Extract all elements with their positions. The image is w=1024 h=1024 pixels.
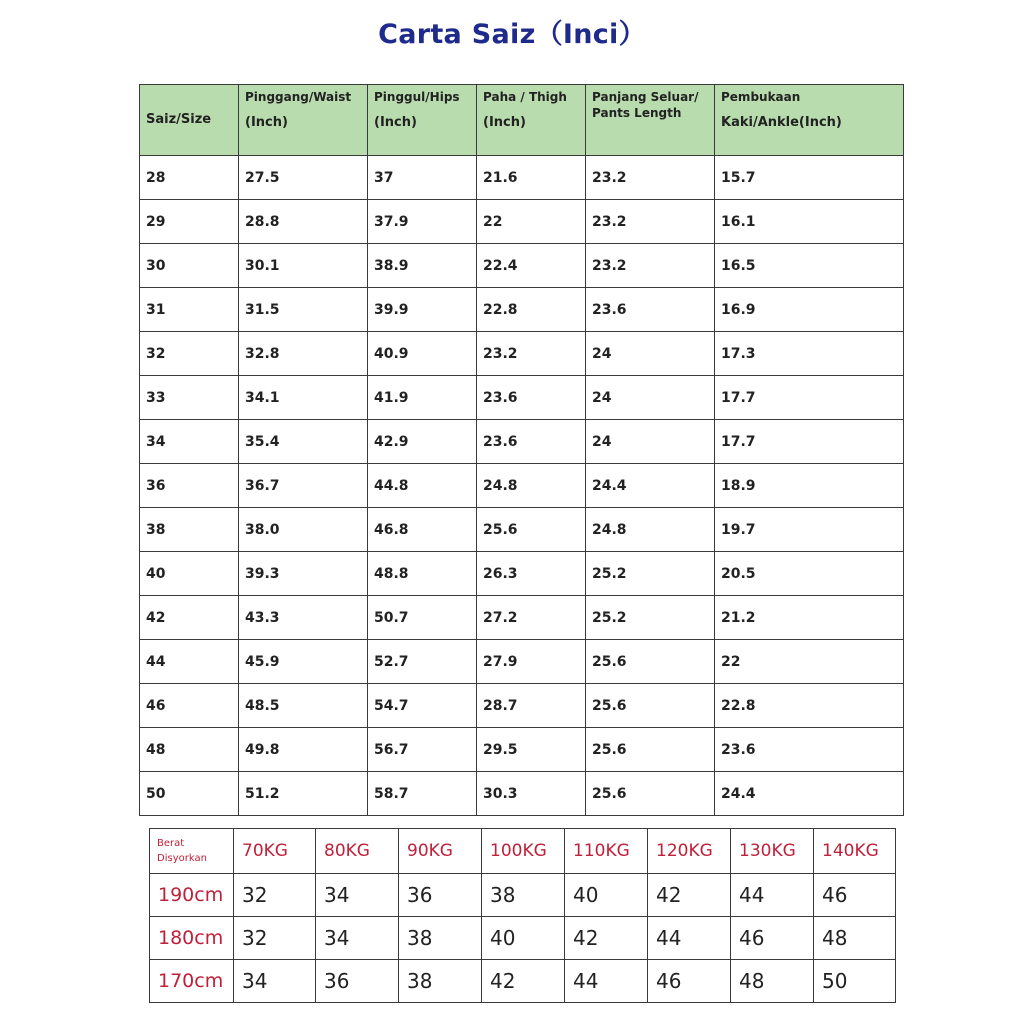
recommended-weight-label: Berat Disyorkan — [150, 829, 234, 874]
page-title: Carta Saiz（Inci） — [378, 19, 646, 50]
cell-hips: 40.9 — [368, 332, 477, 376]
cell-thigh: 28.7 — [477, 684, 586, 728]
cell-size: 42 — [140, 596, 239, 640]
cell-pants-length: 23.6 — [586, 288, 715, 332]
cell-ankle: 23.6 — [715, 728, 904, 772]
recommended-size-cell: 44 — [648, 917, 731, 960]
table-row — [140, 640, 904, 684]
recommended-size-cell: 36 — [399, 874, 482, 917]
weight-header: 120KG — [648, 829, 731, 874]
recommended-size-cell: 50 — [814, 960, 896, 1003]
cell-thigh: 22 — [477, 200, 586, 244]
cell-ankle: 22.8 — [715, 684, 904, 728]
cell-pants-length: 25.6 — [586, 772, 715, 816]
height-label: 190cm — [150, 874, 234, 917]
recommended-size-cell: 38 — [399, 960, 482, 1003]
weight-header: 140KG — [814, 829, 896, 874]
weight-chart-table — [149, 828, 896, 1003]
cell-hips: 50.7 — [368, 596, 477, 640]
table-row — [140, 464, 904, 508]
cell-ankle: 16.5 — [715, 244, 904, 288]
cell-ankle: 24.4 — [715, 772, 904, 816]
cell-hips: 37.9 — [368, 200, 477, 244]
cell-waist: 51.2 — [239, 772, 368, 816]
cell-size: 40 — [140, 552, 239, 596]
cell-size: 46 — [140, 684, 239, 728]
cell-thigh: 21.6 — [477, 156, 586, 200]
cell-size: 31 — [140, 288, 239, 332]
cell-waist: 45.9 — [239, 640, 368, 684]
weight-chart-body — [150, 874, 896, 1003]
cell-thigh: 23.6 — [477, 376, 586, 420]
table-row — [140, 156, 904, 200]
cell-size: 34 — [140, 420, 239, 464]
recommended-size-cell: 42 — [565, 917, 648, 960]
recommended-size-cell: 38 — [399, 917, 482, 960]
cell-size: 48 — [140, 728, 239, 772]
cell-ankle: 17.3 — [715, 332, 904, 376]
cell-pants-length: 25.6 — [586, 684, 715, 728]
cell-pants-length: 25.2 — [586, 552, 715, 596]
cell-ankle: 16.9 — [715, 288, 904, 332]
cell-waist: 49.8 — [239, 728, 368, 772]
cell-waist: 36.7 — [239, 464, 368, 508]
cell-waist: 34.1 — [239, 376, 368, 420]
cell-hips: 42.9 — [368, 420, 477, 464]
table-row — [150, 960, 896, 1003]
recommended-size-cell: 34 — [316, 917, 399, 960]
cell-size: 44 — [140, 640, 239, 684]
recommended-size-cell: 42 — [482, 960, 565, 1003]
cell-ankle: 21.2 — [715, 596, 904, 640]
table-row — [150, 874, 896, 917]
header-hips: Pinggul/Hips (Inch) — [368, 85, 477, 156]
recommended-size-cell: 44 — [565, 960, 648, 1003]
cell-pants-length: 25.2 — [586, 596, 715, 640]
cell-thigh: 22.4 — [477, 244, 586, 288]
cell-hips: 54.7 — [368, 684, 477, 728]
table-row — [140, 728, 904, 772]
cell-thigh: 23.6 — [477, 420, 586, 464]
cell-thigh: 23.2 — [477, 332, 586, 376]
recommended-size-cell: 36 — [316, 960, 399, 1003]
cell-waist: 27.5 — [239, 156, 368, 200]
weight-header: 90KG — [399, 829, 482, 874]
cell-ankle: 15.7 — [715, 156, 904, 200]
table-row — [140, 288, 904, 332]
cell-pants-length: 25.6 — [586, 640, 715, 684]
cell-size: 30 — [140, 244, 239, 288]
cell-ankle: 17.7 — [715, 376, 904, 420]
cell-hips: 58.7 — [368, 772, 477, 816]
weight-chart-header-row — [150, 829, 896, 874]
cell-size: 36 — [140, 464, 239, 508]
header-waist: Pinggang/Waist (Inch) — [239, 85, 368, 156]
recommended-size-cell: 44 — [731, 874, 814, 917]
recommended-size-cell: 46 — [814, 874, 896, 917]
size-chart-body — [140, 156, 904, 816]
cell-thigh: 24.8 — [477, 464, 586, 508]
cell-hips: 56.7 — [368, 728, 477, 772]
header-pants-length: Panjang Seluar/ Pants Length — [586, 85, 715, 156]
cell-waist: 38.0 — [239, 508, 368, 552]
recommended-size-cell: 42 — [648, 874, 731, 917]
cell-waist: 35.4 — [239, 420, 368, 464]
cell-pants-length: 25.6 — [586, 728, 715, 772]
cell-ankle: 17.7 — [715, 420, 904, 464]
recommended-size-cell: 48 — [814, 917, 896, 960]
cell-pants-length: 24 — [586, 332, 715, 376]
cell-ankle: 22 — [715, 640, 904, 684]
cell-hips: 48.8 — [368, 552, 477, 596]
cell-pants-length: 24.4 — [586, 464, 715, 508]
cell-waist: 48.5 — [239, 684, 368, 728]
size-chart-header-row — [140, 85, 904, 156]
table-row — [140, 420, 904, 464]
weight-header: 130KG — [731, 829, 814, 874]
cell-ankle: 16.1 — [715, 200, 904, 244]
recommended-size-cell: 32 — [234, 917, 316, 960]
recommended-size-cell: 40 — [565, 874, 648, 917]
table-row — [140, 332, 904, 376]
cell-ankle: 18.9 — [715, 464, 904, 508]
recommended-size-cell: 34 — [234, 960, 316, 1003]
cell-pants-length: 23.2 — [586, 200, 715, 244]
recommended-size-cell: 32 — [234, 874, 316, 917]
table-row — [140, 244, 904, 288]
cell-thigh: 26.3 — [477, 552, 586, 596]
cell-thigh: 22.8 — [477, 288, 586, 332]
cell-ankle: 19.7 — [715, 508, 904, 552]
cell-hips: 52.7 — [368, 640, 477, 684]
cell-size: 29 — [140, 200, 239, 244]
weight-header: 100KG — [482, 829, 565, 874]
cell-thigh: 30.3 — [477, 772, 586, 816]
cell-thigh: 27.2 — [477, 596, 586, 640]
cell-hips: 44.8 — [368, 464, 477, 508]
recommended-size-cell: 48 — [731, 960, 814, 1003]
cell-size: 32 — [140, 332, 239, 376]
size-chart-table — [139, 84, 904, 816]
recommended-size-cell: 46 — [731, 917, 814, 960]
cell-pants-length: 24.8 — [586, 508, 715, 552]
cell-pants-length: 23.2 — [586, 244, 715, 288]
cell-hips: 41.9 — [368, 376, 477, 420]
cell-size: 33 — [140, 376, 239, 420]
table-row — [140, 596, 904, 640]
recommended-size-cell: 34 — [316, 874, 399, 917]
recommended-size-cell: 38 — [482, 874, 565, 917]
recommended-size-cell: 40 — [482, 917, 565, 960]
weight-header: 110KG — [565, 829, 648, 874]
recommended-size-cell: 46 — [648, 960, 731, 1003]
table-row — [140, 508, 904, 552]
cell-hips: 46.8 — [368, 508, 477, 552]
cell-ankle: 20.5 — [715, 552, 904, 596]
cell-size: 28 — [140, 156, 239, 200]
cell-thigh: 27.9 — [477, 640, 586, 684]
cell-thigh: 25.6 — [477, 508, 586, 552]
height-label: 170cm — [150, 960, 234, 1003]
header-size: Saiz/Size — [140, 85, 239, 156]
cell-waist: 28.8 — [239, 200, 368, 244]
cell-pants-length: 23.2 — [586, 156, 715, 200]
cell-pants-length: 24 — [586, 376, 715, 420]
cell-hips: 39.9 — [368, 288, 477, 332]
header-ankle: Pembukaan Kaki/Ankle(Inch) — [715, 85, 904, 156]
table-row — [140, 684, 904, 728]
cell-size: 38 — [140, 508, 239, 552]
height-label: 180cm — [150, 917, 234, 960]
cell-waist: 32.8 — [239, 332, 368, 376]
table-row — [150, 917, 896, 960]
cell-waist: 30.1 — [239, 244, 368, 288]
table-row — [140, 376, 904, 420]
cell-waist: 31.5 — [239, 288, 368, 332]
cell-hips: 38.9 — [368, 244, 477, 288]
table-row — [140, 552, 904, 596]
cell-thigh: 29.5 — [477, 728, 586, 772]
cell-waist: 43.3 — [239, 596, 368, 640]
cell-pants-length: 24 — [586, 420, 715, 464]
table-row — [140, 200, 904, 244]
weight-header: 70KG — [234, 829, 316, 874]
cell-hips: 37 — [368, 156, 477, 200]
cell-size: 50 — [140, 772, 239, 816]
cell-waist: 39.3 — [239, 552, 368, 596]
header-thigh: Paha / Thigh (Inch) — [477, 85, 586, 156]
table-row — [140, 772, 904, 816]
weight-header: 80KG — [316, 829, 399, 874]
